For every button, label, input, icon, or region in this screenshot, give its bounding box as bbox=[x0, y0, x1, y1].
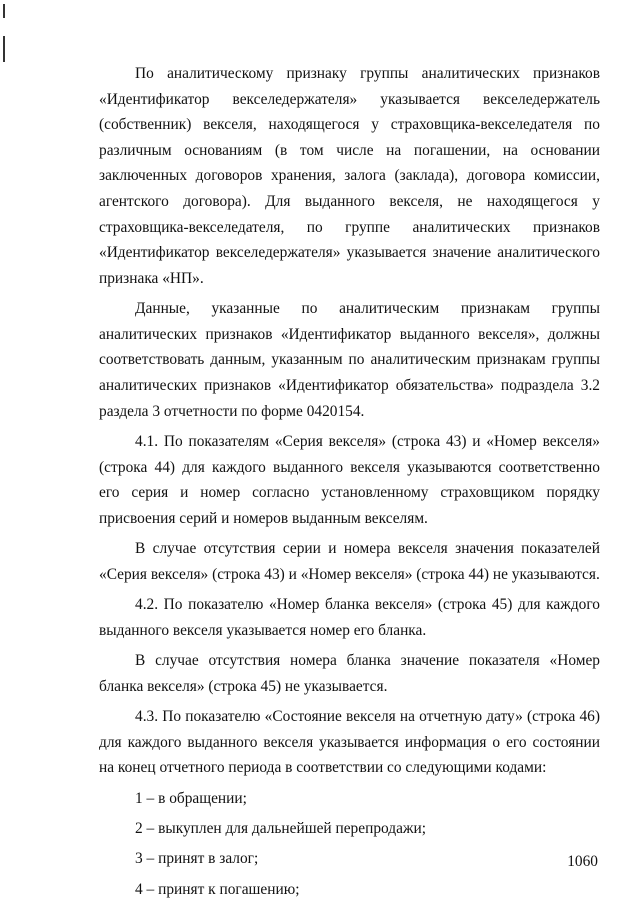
document-body bbox=[99, 61, 600, 907]
paragraph-4-3-bill-status: 4.3. По показателю «Состояние векселя на отчетную дату» (строка 46) для каждого выданного векселя указывается информация о его состоянии на конец отчетного периода в соответствии со следующими кодами: bbox=[99, 708, 600, 777]
paragraph-data-consistency: Данные, указанные по аналитическим признакам группы аналитических признаков «Идентификатор выданного векселя», должны соответствовать данным, указанным по аналитическим признакам группы аналитических признаков «Идентификатор обязательства» подраздела 3.2 раздела 3 отчетности по форме 0420154. bbox=[99, 300, 600, 420]
page-number: 1060 bbox=[567, 853, 598, 870]
status-code-item: 3 – принят в залог; bbox=[135, 850, 259, 868]
paragraph-4-2-blank-number: 4.2. По показателю «Номер бланка векселя» (строка 45) для каждого выданного векселя указывается номер его бланка. bbox=[99, 596, 600, 639]
status-code-item: 2 – выкуплен для дальнейшей перепродажи; bbox=[135, 820, 427, 837]
paragraph-no-blank-number: В случае отсутствия номера бланка значение показателя «Номер бланка векселя» (строка 45) не указывается. bbox=[99, 652, 600, 695]
status-code-item: 1 – в обращении; bbox=[135, 789, 247, 807]
paragraph-bill-holder-identifier: По аналитическому признаку группы аналитических признаков «Идентификатор векселедержателя» указывается векселедержатель (собственник) векселя, находящегося у страховщика-векселедателя по различным основаниям (в том числе на погашении, на основании заключенных договоров хранения, залога (заклада), договора комиссии, агентского договора). Для выданного векселя, не находящегося у страховщика-векселедателя, по группе аналитических признаков «Идентификатор векселедержателя» указывается значение аналитического признака «НП». bbox=[99, 65, 600, 287]
scan-edge-mark bbox=[3, 4, 5, 18]
paragraph-4-1-series-number: 4.1. По показателям «Серия векселя» (строка 43) и «Номер векселя» (строка 44) для каждого выданного векселя указываются соответственно его серия и номер согласно установленному страховщиком порядку присвоения серий и номеров выданным векселям. bbox=[99, 432, 600, 527]
paragraph-no-series-number: В случае отсутствия серии и номера векселя значения показателей «Серия векселя» (строка 43) и «Номер векселя» (строка 44) не указываются. bbox=[99, 540, 600, 583]
scan-edge-mark bbox=[3, 36, 5, 62]
status-code-item: 4 – принят к погашению; bbox=[135, 880, 300, 898]
